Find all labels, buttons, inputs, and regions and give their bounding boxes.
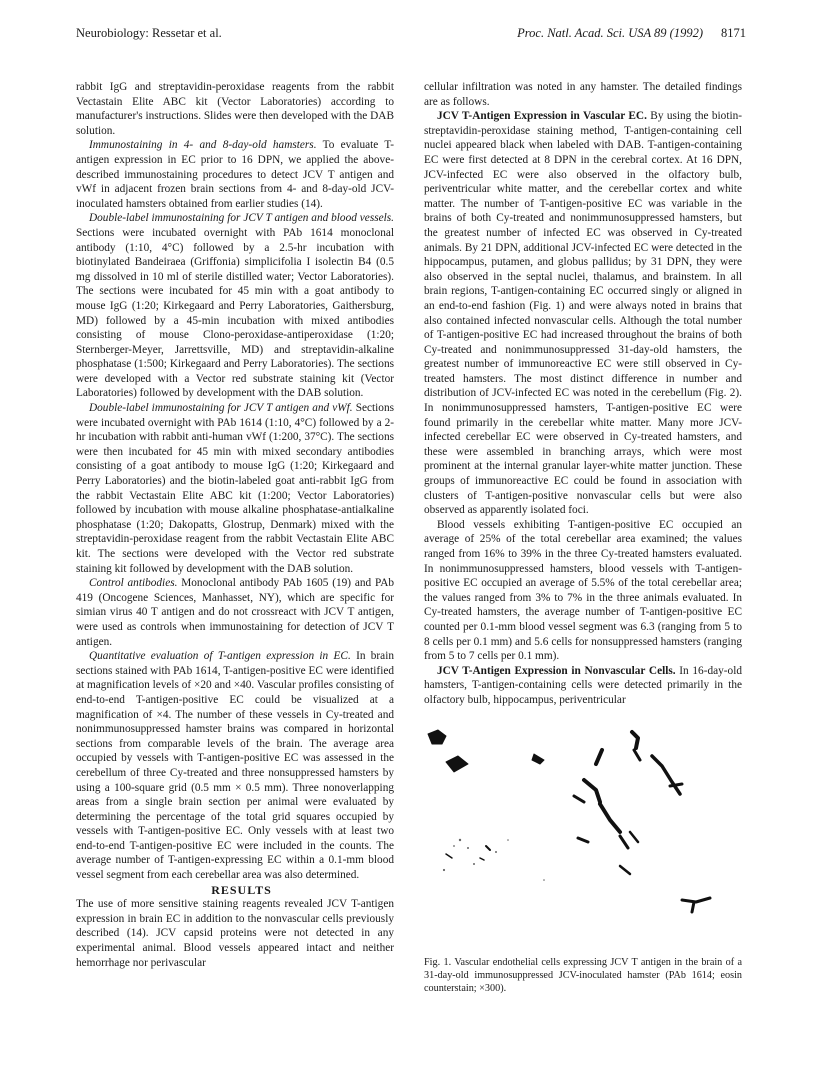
right-column [424, 80, 742, 995]
paragraph-body: Sections were incubated overnight with PAb 1614 (1:10, 4°C) followed by a 2-hr incubation with rabbit anti-human vWf (1:200, 37°C). The sections were then incubated for 45 min with mixed secondary antibodies consisting of a goat antibody to mouse IgG (1:20; Kirkegaard and Perry Laboratories) and the biotin-labeled goat anti-rabbit IgG from the rabbit Vectastain Elite ABC kit (1:200; Vector Laboratories) followed by incubation with mouse alkaline phosphatase-antialkaline phosphatase (1:20; Dakopatts, Glostrup, Denmark) mixed with the streptavidin-peroxidase reagent from the rabbit Vectastain Elite ABC kit. The sections were developed with the Vector red substrate staining kit followed by development with the DAB solution. [76, 402, 394, 575]
running-header [76, 26, 746, 46]
section-heading-results: RESULTS [211, 882, 272, 897]
paragraph-body: By using the biotin-streptavidin-peroxidase staining method, T-antigen-containing cell nuclei appeared black when labeled with DAB. T-antigen-containing EC were first detected at 8 DPN in the cerebral cortex. At 16 DPN, JCV-infected EC were also observed in the olfactory bulb, periventricular white matter, and the cerebellar cortex and white matter. The number of T-antigen-positive EC was variable in the brains of both Cy-treated and nonimmunosuppressed hamsters, but the greatest number of infected EC was observed in Cy-treated animals. By 21 DPN, additional JCV-infected EC were detected in the hippocampus, putamen, and globus pallidus; by 31 DPN, they were also observed in the septal nuclei, thalamus, and brainstem. In all brain regions, T-antigen-containing EC occurred singly or aligned in an end-to-end fashion (Fig. 1) and were always noted in brains that also contained infected nonvascular cells. Although the total number of T-antigen-positive EC had increased throughout the brains of both Cy-treated and nonimmunosuppressed 31-day-old hamsters, the greatest number of immunoreactive EC were still observed in Cy-treated hamsters. The most distinct difference in number and distribution of JCV-infected EC was noted in the cerebellum (Fig. 2). In nonimmunosuppressed hamsters, T-antigen-positive EC were found primarily in the cerebellar white matter. Many more JCV-infected cerebellar EC were observed in Cy-treated hamsters, and these were assembled in branching arrays, which were most prominent at the internal granular layer-white matter junction. These groups of immunoreactive EC could be found in association with clusters of T-antigen-positive nonvascular cells but were also observed as apparently isolated foci. [424, 110, 743, 517]
section-heading: JCV T-Antigen Expression in Nonvascular Cells. [437, 664, 676, 677]
paragraph-body: Sections were incubated overnight with PAb 1614 monoclonal antibody (1:10, 4°C) followed by a 2.5-hr incubation with biotinylated Bandeiraea (Griffonia) simplicifolia I isolectin B4 (0.5 mg dissolved in 10 ml of sterile distilled water; Vector Laboratories). The sections were incubated for 45 min with a goat antibody to mouse IgG (1:20; Kirkegaard and Perry Laboratories, Gaithersburg, MD) followed by a 45-min incubation with mixed antibodies consisting of mouse Clono-peroxidase-antiperoxidase (1:20; Sternberger-Meyer, Jarrettsville, MD) and streptavidin-alkaline phosphatase (1:500; Kirkegaard and Perry Laboratories). The sections were developed with a Vector red substrate staining kit (Vector Laboratories) followed by development with the DAB solution. [76, 226, 394, 400]
figure-1-caption: Fig. 1. Vascular endothelial cells expressing JCV T antigen in the brain of a 31-day-old immunosuppressed JCV-inoculated hamster (PAb 1614; eosin counterstain; ×300). [424, 956, 742, 994]
run-in-heading: Immunostaining in 4- and 8-day-old hamsters. [89, 139, 317, 152]
paragraph-body: Monoclonal antibody PAb 1605 (19) and PAb 419 (Oncogene Sciences, Manhasset, NY), which are specific for simian virus 40 T antigen and do not crossreact with JCV T antigen, were used as controls when immunostaining for detection of JCV T antigen. [76, 577, 394, 648]
paragraph-body: To evaluate T-antigen expression in EC prior to 16 DPN, we applied the above-described immunostaining procedures to detect JCV T antigen and vWf in adjacent frozen brain sections from 4- and 8-day-old JCV-inoculated hamsters obtained from earlier studies (14). [76, 139, 394, 210]
paragraph-body: In brain sections stained with PAb 1614, T-antigen-positive EC were identified at magnification levels of ×20 and ×40. Vascular profiles consisting of end-to-end T-antigen-positive EC could be visualized at a magnification of ×4. The number of these vessels in Cy-treated and nonimmunosuppressed hamster brains was compared in horizontal sections from comparable levels of the brain. The average area occupied by vessels with T-antigen-positive EC was assessed in the cerebellum of three Cy-treated and three nonsuppressed hamsters by using a 100-square grid (0.5 mm × 0.5 mm). Three nonoverlapping areas from a single brain section per animal were evaluated by determining the percentage of the total grid squares occupied by vessels with T-antigen-positive EC. Only vessels with at least two end-to-end T-antigen-positive EC were included in the counts. The average number of T-antigen-expressing EC within a 0.1-mm blood vessel segment from each cerebellar area was also determined. [76, 650, 394, 882]
paragraph [76, 211, 394, 401]
paragraph: rabbit IgG and streptavidin-peroxidase reagents from the rabbit Vectastain Elite ABC kit (Vector Laboratories) according to manufacturer's instructions. Slides were then developed with the DAB solution. [76, 81, 394, 137]
paragraph: The use of more sensitive staining reagents revealed JCV T-antigen expression in brain EC in addition to the nonvascular cells previously described (14). JCV capsid proteins were not detected in any experimental animal. Blood vessels appeared intact and neither hemorrhage nor perivascular [76, 898, 394, 969]
paragraph-body: In 16-day-old hamsters, T-antigen-containing cells were detected primarily in the olfactory bulb, hippocampus, periventricular [424, 664, 742, 706]
header-citation-text: Proc. Natl. Acad. Sci. USA 89 (1992) [517, 26, 703, 40]
run-in-heading: Quantitative evaluation of T-antigen expression in EC. [89, 650, 351, 663]
page-number: 8171 [721, 26, 746, 40]
paragraph [76, 649, 394, 883]
paragraph [76, 138, 394, 211]
micrograph-image [424, 720, 742, 950]
paragraph: Blood vessels exhibiting T-antigen-positive EC occupied an average of 25% of the total cerebellar area examined; the values ranged from 16% to 39% in the three Cy-treated hamsters evaluated. In nonimmunosuppressed hamsters, blood vessels with T-antigen-positive EC occupied an average of 5.5% of the total cerebellar area; the values ranged from 3% to 7% in the three animals evaluated. In Cy-treated hamsters, the average number of T-antigen-positive EC counted per 0.1-mm blood vessel segment was 6.3 (ranging from 5 to 8 cells per 0.1 mm) and 5.6 cells for nonsuppressed hamsters (ranging from 5 to 7 cells per 0.1 mm). [424, 518, 742, 663]
run-in-heading: Double-label immunostaining for JCV T antigen and blood vessels. [89, 212, 394, 225]
run-in-heading: Control antibodies. [89, 577, 178, 590]
header-journal-section: Neurobiology: Ressetar et al. [76, 26, 222, 40]
figure-1-micrograph [424, 720, 742, 950]
paragraph [76, 576, 394, 649]
left-column [76, 80, 394, 970]
run-in-heading: Double-label immunostaining for JCV T antigen and vWf. [89, 402, 353, 415]
paragraph: cellular infiltration was noted in any hamster. The detailed findings are as follows. [424, 81, 742, 108]
header-citation [517, 26, 746, 41]
paragraph [76, 401, 394, 576]
section-heading: JCV T-Antigen Expression in Vascular EC. [437, 110, 647, 123]
paragraph [424, 109, 742, 518]
paragraph [424, 664, 742, 708]
